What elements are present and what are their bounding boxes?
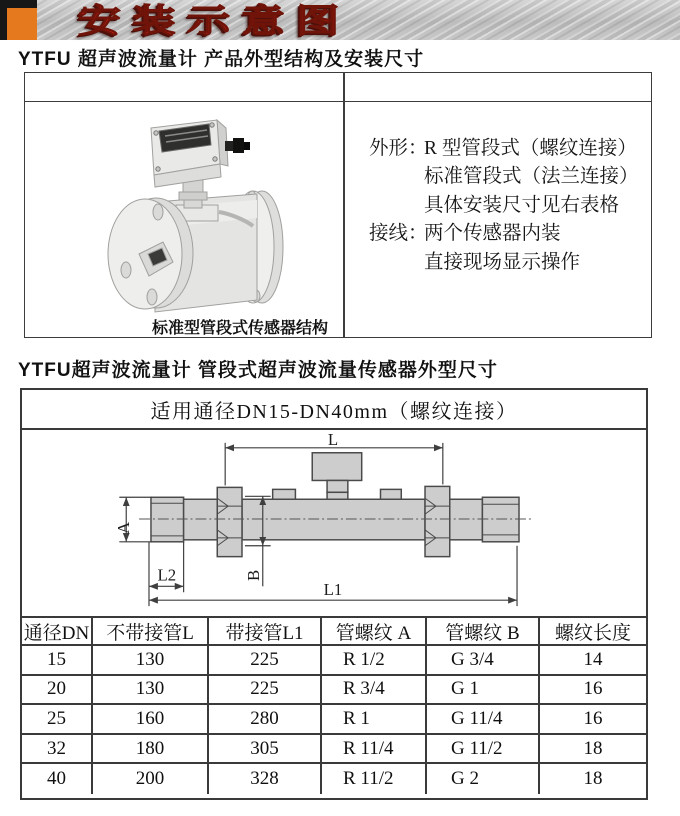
col-header-l1: 带接管L1 (209, 618, 322, 646)
col-header-thread-a: 管螺纹 A (322, 618, 427, 646)
photo-cable-gland (225, 138, 250, 153)
col-header-dn: 通径DN (22, 618, 93, 646)
dim-label-b: B (243, 569, 263, 582)
spec-text: 标准管段式（法兰连接） (424, 166, 639, 187)
dim-label-a: A (114, 521, 134, 535)
table-cell: 40 (22, 764, 93, 794)
table-cell: 16 (540, 705, 646, 735)
table-cell: R 3/4 (322, 676, 427, 706)
technical-drawing (22, 430, 646, 616)
spec-text: R 型管段式（螺纹连接） (424, 137, 637, 159)
display-head (312, 453, 361, 481)
spec-text: 直接现场显示操作 (424, 251, 581, 273)
left-union-nut (217, 487, 242, 556)
section2-title: YTFU超声波流量计 管段式超声波流量传感器外型尺寸 (18, 360, 498, 381)
right-union-nut (425, 486, 450, 556)
table-cell: 18 (583, 768, 603, 790)
spec-line (369, 220, 651, 249)
table-cell: 130 (93, 646, 209, 676)
spec-text: 两个传感器内装 (424, 223, 561, 244)
table-cell: G 2 (427, 764, 540, 794)
spec-line (369, 192, 651, 221)
table-cell: R 11/4 (322, 735, 427, 765)
table-cell: G 3/4 (427, 646, 540, 676)
spec-line (369, 249, 651, 278)
sensor-boss-right (381, 489, 402, 499)
overview-table (24, 72, 652, 338)
dimension-data-grid (22, 618, 646, 794)
table-cell: G 1 (427, 676, 540, 706)
table-cell: 225 (209, 676, 322, 706)
dim-label-l: L (327, 430, 339, 449)
table-cell: 16 (540, 676, 646, 706)
col-header-thread-length: 螺纹长度 (540, 618, 646, 646)
section1-title: YTFU 超声波流量计 产品外型结构及安装尺寸 (18, 49, 425, 70)
spec-label: 接线： (369, 223, 428, 244)
table-cell: 200 (93, 764, 209, 794)
display-stem (327, 480, 348, 492)
dimensions-table (20, 388, 648, 800)
col-header-thread-b: 管螺纹 B (427, 618, 540, 646)
table-cell: 18 (540, 735, 646, 765)
sensor-boss-left (273, 489, 296, 499)
table-cell: R 1/2 (322, 646, 427, 676)
table-cell: 160 (93, 705, 209, 735)
table-cell: G 11/2 (427, 735, 540, 765)
spec-list (345, 104, 651, 278)
table-cell: 130 (93, 676, 209, 706)
metallic-banner (0, 0, 680, 40)
table-cell: 20 (22, 676, 93, 706)
table-cell: 280 (209, 705, 322, 735)
table-cell: 328 (209, 764, 322, 794)
banner-orange-square (7, 8, 37, 40)
sensor-photo (25, 104, 343, 314)
spec-line (369, 135, 651, 164)
spec-line (369, 163, 651, 192)
spec-text: 具体安装尺寸见右表格 (424, 194, 620, 216)
table-cell: 225 (209, 646, 322, 676)
table-cell: G 11/4 (427, 705, 540, 735)
table-cell: 25 (22, 705, 93, 735)
sensor-photo-cell (25, 104, 343, 338)
page-title: 安装示意图 (78, 2, 351, 39)
table-cell: R 1 (322, 705, 427, 735)
table-cell: R 11/2 (322, 764, 427, 794)
table-cell: 305 (209, 735, 322, 765)
overview-table-header-row (25, 73, 651, 102)
spec-text-cell (345, 104, 651, 338)
col-header-l: 不带接管L (93, 618, 209, 646)
diameter-range-header: 适用通径DN15-DN40mm（螺纹连接） (22, 390, 646, 430)
table-cell: 32 (22, 735, 93, 765)
table-cell: 14 (540, 646, 646, 676)
spec-label: 外形： (369, 137, 428, 159)
technical-drawing-cell (22, 430, 646, 618)
table-cell: 180 (93, 735, 209, 765)
dim-label-l2: L2 (157, 565, 177, 585)
dim-label-l1: L1 (323, 580, 343, 600)
pipe-assembly (151, 453, 519, 557)
table-cell: 15 (22, 646, 93, 676)
photo-caption: 标准型管段式传感器结构 (151, 319, 328, 337)
